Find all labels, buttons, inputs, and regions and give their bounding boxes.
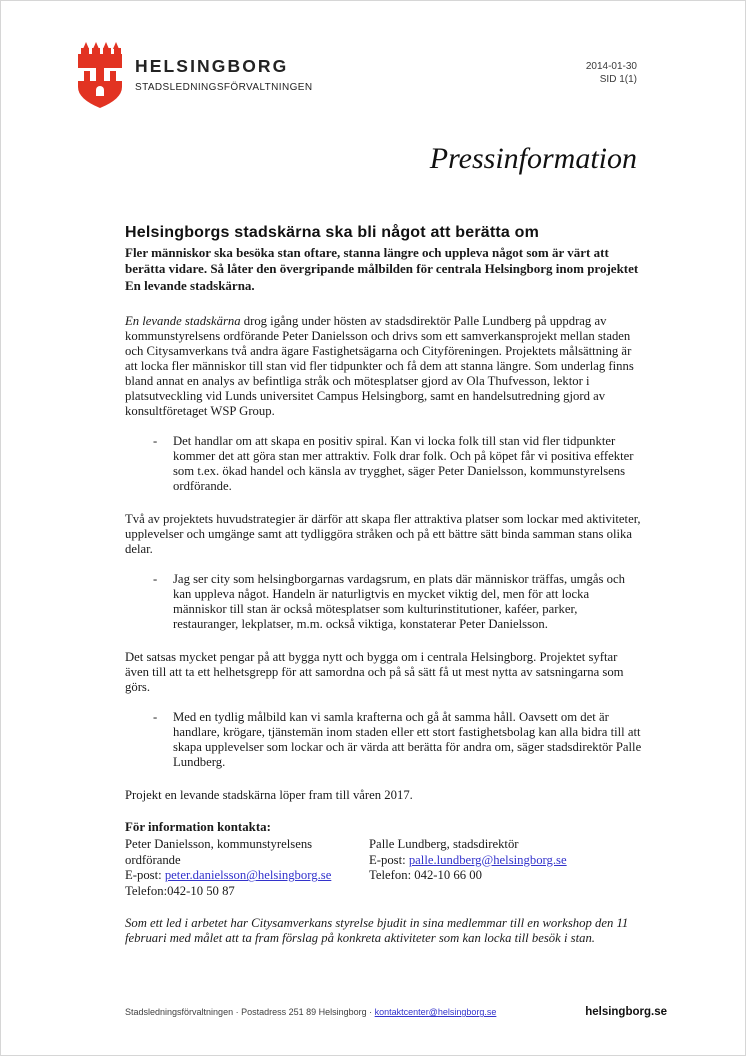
footer-address-text: Stadsledningsförvaltningen · Postadress 251 89 Helsingborg · [125,1007,375,1017]
org-name: HELSINGBORG [135,56,289,76]
article-title: Helsingborgs stadskärna ska bli något att berätta om [125,224,540,241]
quote-dash: - [153,572,158,587]
contact-phone: Telefon: 042-10 66 00 [369,868,482,883]
footer-address [125,1007,496,1017]
closing-note: Som ett led i arbetet har Citysamverkans styrelse bjudit in sina medlemmar till en workshop den 11 februari med målet att ta fram förslag på konkreta aktiviteter som kan locka till besök i stan. [125,915,629,945]
paragraph-2: Två av projektets huvudstrategier är därför att skapa fler attraktiva platser som lockar med aktiviteter, upplevelser och umgänge samt att tydliggöra stråken och på ett bättre sätt binda samman stans olika delar. [125,512,641,557]
quote-2-text: Jag ser city som helsingborgarnas vardagsrum, en plats där människor träffas, umgås och kan uppleva något. Handeln är naturligtvis en mycket viktig del, men för att locka människor till stan är också mötesplatser som kulturinstitutioner, kaféer, parker, restauranger, lekplatser, m.m. också viktiga, konstaterar Peter Danielsson. [173,572,625,632]
contact-heading: För information kontakta: [125,820,271,835]
date-block [586,60,637,86]
quote-3 [153,710,642,770]
org-department: STADSLEDNINGSFÖRVALTNINGEN [135,82,313,93]
document-type-title: Pressinformation [429,142,637,175]
page-footer [125,1006,667,1018]
paragraph-3: Det satsas mycket pengar på att bygga nytt och bygga om i centrala Helsingborg. Projektet syftar även till att ta ett helhetsgrepp för att samordna och på så sätt få ut mest nytta av satsningarna som görs. [125,650,624,695]
paragraph-1 [125,314,642,419]
project-name-italic: En levande stadskärna [125,314,241,329]
contact-phone: Telefon:042-10 50 87 [125,884,235,898]
email-link-palle[interactable]: palle.lundberg@helsingborg.se [408,852,567,867]
contact-section [125,820,642,899]
quote-dash: - [153,434,158,449]
quote-1-text: Det handlar om att skapa en positiv spiral. Kan vi locka folk till stan vid fler tidpunkter kommer det att göra stan mer attraktiv. Folk drar folk. Och på köpet får vi positiva effekter som t.ex. ökad handel och känsla av trygghet, säger Peter Danielsson, kommunstyrelsens ordförande. [173,434,634,494]
contact-columns [125,837,642,899]
quote-1 [153,434,642,494]
contact-email-row [125,868,369,884]
article-lead: Fler människor ska besöka stan oftare, stanna längre och uppleva något som är värt att berätta vidare. Så låter den övergripande målbilden för centrala Helsingborg inom projektet En levande stadskärna. [125,245,639,293]
document-date: 2014-01-30 [585,61,637,72]
quote-dash: - [153,710,158,725]
quote-3-text: Med en tydlig målbild kan vi samla krafterna och gå åt samma håll. Oavsett om det är handlare, krögare, tjänstemän inom staden eller ett stort fastighetsbolag kan alla bidra till att skapa upplevelser som lockar och är värda att berätta för andra om, säger stadsdirektör Palle Lundberg. [173,710,642,770]
paragraph-1-text: drog igång under hösten av stadsdirektör Palle Lundberg på uppdrag av kommunstyrelsens ordförande Peter Danielsson och drivs som ett samverkansprojekt mellan staden och Citysamverkans två andra ägare Fastighetsägarna och Cityföreningen. Projektets målsättning är att locka fler människor till stan vid fler tidpunkter och få dem att stanna längre. Som underlag finns bland annat en analys av befintliga stråk och mötesplatser gjord av Ola Thufvesson, lektor i platsutveckling vid Lunds universitet Campus Helsingborg, samt en handelsutredning gjord av konsultföretaget WSP Group. [125,314,634,419]
footer-website: helsingborg.se [585,1006,667,1018]
article-body [125,223,642,946]
email-link-peter[interactable]: peter.danielsson@helsingborg.se [164,868,332,883]
email-label: E-post: [369,852,406,867]
page-number: SID 1(1) [599,74,637,85]
org-text [135,41,312,93]
footer-email-link[interactable]: kontaktcenter@helsingborg.se [374,1007,497,1017]
contact-name-role: Peter Danielsson, kommunstyrelsens ordförande [125,837,313,867]
paragraph-4: Projekt en levande stadskärna löper fram till våren 2017. [125,788,413,803]
helsingborg-crest-icon [76,41,124,109]
contact-palle-lundberg [369,837,567,899]
contact-email-row [369,853,567,869]
quote-2 [153,572,642,632]
email-label: E-post: [125,868,162,883]
contact-peter-danielsson [125,837,369,899]
letterhead [76,41,312,109]
contact-name-role: Palle Lundberg, stadsdirektör [369,837,519,852]
